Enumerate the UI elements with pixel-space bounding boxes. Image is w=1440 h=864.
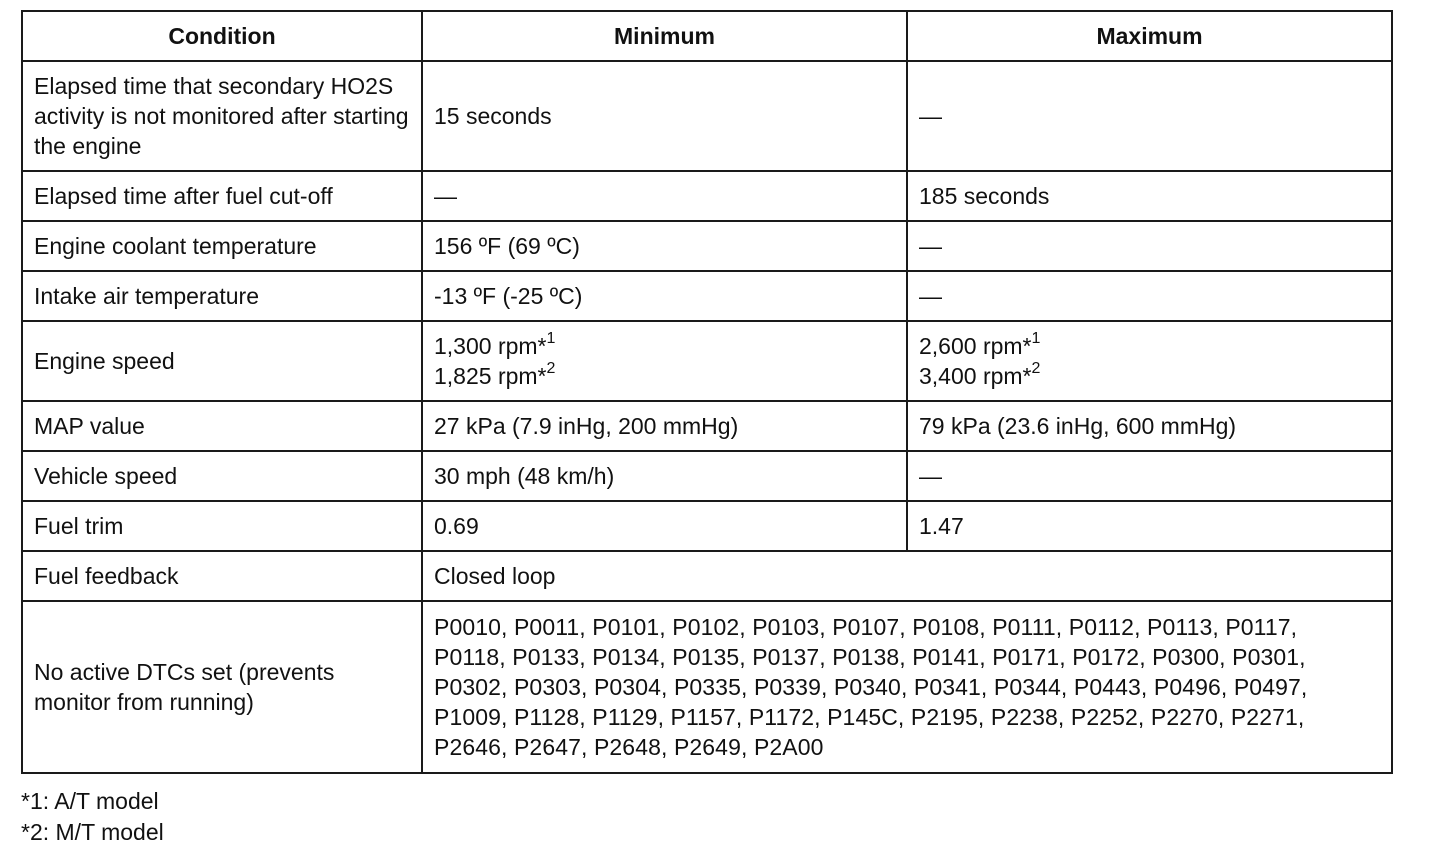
minimum-at-value: 1,300 rpm* bbox=[434, 333, 547, 359]
footnote-marker: 1 bbox=[546, 330, 556, 348]
footnote-marker: 2 bbox=[546, 360, 556, 378]
maximum-cell bbox=[907, 321, 1392, 401]
dtc-codes-line: P0118, P0133, P0134, P0135, P0137, P0138, P0141, P0171, P0172, P0300, P0301, bbox=[434, 644, 1306, 670]
table-row bbox=[22, 321, 1392, 401]
footnotes bbox=[21, 786, 164, 848]
minimum-cell: — bbox=[422, 171, 907, 221]
minimum-cell: 15 seconds bbox=[422, 61, 907, 171]
condition-cell: Engine coolant temperature bbox=[22, 221, 422, 271]
value-cell: Closed loop bbox=[422, 551, 1392, 601]
dtc-codes-line: P2646, P2647, P2648, P2649, P2A00 bbox=[434, 734, 824, 760]
table-header-row bbox=[22, 11, 1392, 61]
condition-cell: Elapsed time that secondary HO2S activity is not monitored after starting the engine bbox=[22, 61, 422, 171]
condition-cell: Fuel trim bbox=[22, 501, 422, 551]
maximum-cell: 1.47 bbox=[907, 501, 1392, 551]
table-row bbox=[22, 551, 1392, 601]
dtc-codes-line: P0010, P0011, P0101, P0102, P0103, P0107, P0108, P0111, P0112, P0113, P0117, bbox=[434, 614, 1298, 640]
maximum-cell: 79 kPa (23.6 inHg, 600 mmHg) bbox=[907, 401, 1392, 451]
maximum-mt-line bbox=[919, 361, 1380, 391]
footnote-at-model: *1: A/T model bbox=[21, 788, 159, 814]
condition-cell: MAP value bbox=[22, 401, 422, 451]
table-row bbox=[22, 501, 1392, 551]
minimum-mt-value: 1,825 rpm* bbox=[434, 363, 547, 389]
condition-cell: Vehicle speed bbox=[22, 451, 422, 501]
condition-cell: Engine speed bbox=[22, 321, 422, 401]
minimum-cell: 156 ºF (69 ºC) bbox=[422, 221, 907, 271]
header-condition: Condition bbox=[22, 11, 422, 61]
condition-cell: No active DTCs set (prevents monitor from running) bbox=[22, 601, 422, 773]
minimum-cell: 0.69 bbox=[422, 501, 907, 551]
maximum-cell: — bbox=[907, 271, 1392, 321]
maximum-at-value: 2,600 rpm* bbox=[919, 333, 1032, 359]
maximum-cell: — bbox=[907, 61, 1392, 171]
dtc-list-cell bbox=[422, 601, 1392, 773]
dtc-codes-line: P0302, P0303, P0304, P0335, P0339, P0340, P0341, P0344, P0443, P0496, P0497, bbox=[434, 674, 1308, 700]
table-row bbox=[22, 171, 1392, 221]
table-row bbox=[22, 601, 1392, 773]
minimum-cell bbox=[422, 321, 907, 401]
condition-cell: Fuel feedback bbox=[22, 551, 422, 601]
minimum-cell: 27 kPa (7.9 inHg, 200 mmHg) bbox=[422, 401, 907, 451]
table-row bbox=[22, 451, 1392, 501]
maximum-cell: 185 seconds bbox=[907, 171, 1392, 221]
minimum-at-line bbox=[434, 331, 895, 361]
header-maximum: Maximum bbox=[907, 11, 1392, 61]
minimum-cell: 30 mph (48 km/h) bbox=[422, 451, 907, 501]
table-row bbox=[22, 271, 1392, 321]
footnote-marker: 1 bbox=[1031, 330, 1041, 348]
monitor-conditions-table bbox=[21, 10, 1393, 774]
footnote-marker: 2 bbox=[1031, 360, 1041, 378]
maximum-at-line bbox=[919, 331, 1380, 361]
table-row bbox=[22, 401, 1392, 451]
dtc-codes-line: P1009, P1128, P1129, P1157, P1172, P145C, P2195, P2238, P2252, P2270, P2271, bbox=[434, 704, 1305, 730]
footnote-mt-model: *2: M/T model bbox=[21, 819, 164, 845]
table-row bbox=[22, 221, 1392, 271]
condition-cell: Elapsed time after fuel cut-off bbox=[22, 171, 422, 221]
minimum-mt-line bbox=[434, 361, 895, 391]
header-minimum: Minimum bbox=[422, 11, 907, 61]
maximum-cell: — bbox=[907, 221, 1392, 271]
minimum-cell: -13 ºF (-25 ºC) bbox=[422, 271, 907, 321]
condition-cell: Intake air temperature bbox=[22, 271, 422, 321]
maximum-mt-value: 3,400 rpm* bbox=[919, 363, 1032, 389]
table-row bbox=[22, 61, 1392, 171]
maximum-cell: — bbox=[907, 451, 1392, 501]
